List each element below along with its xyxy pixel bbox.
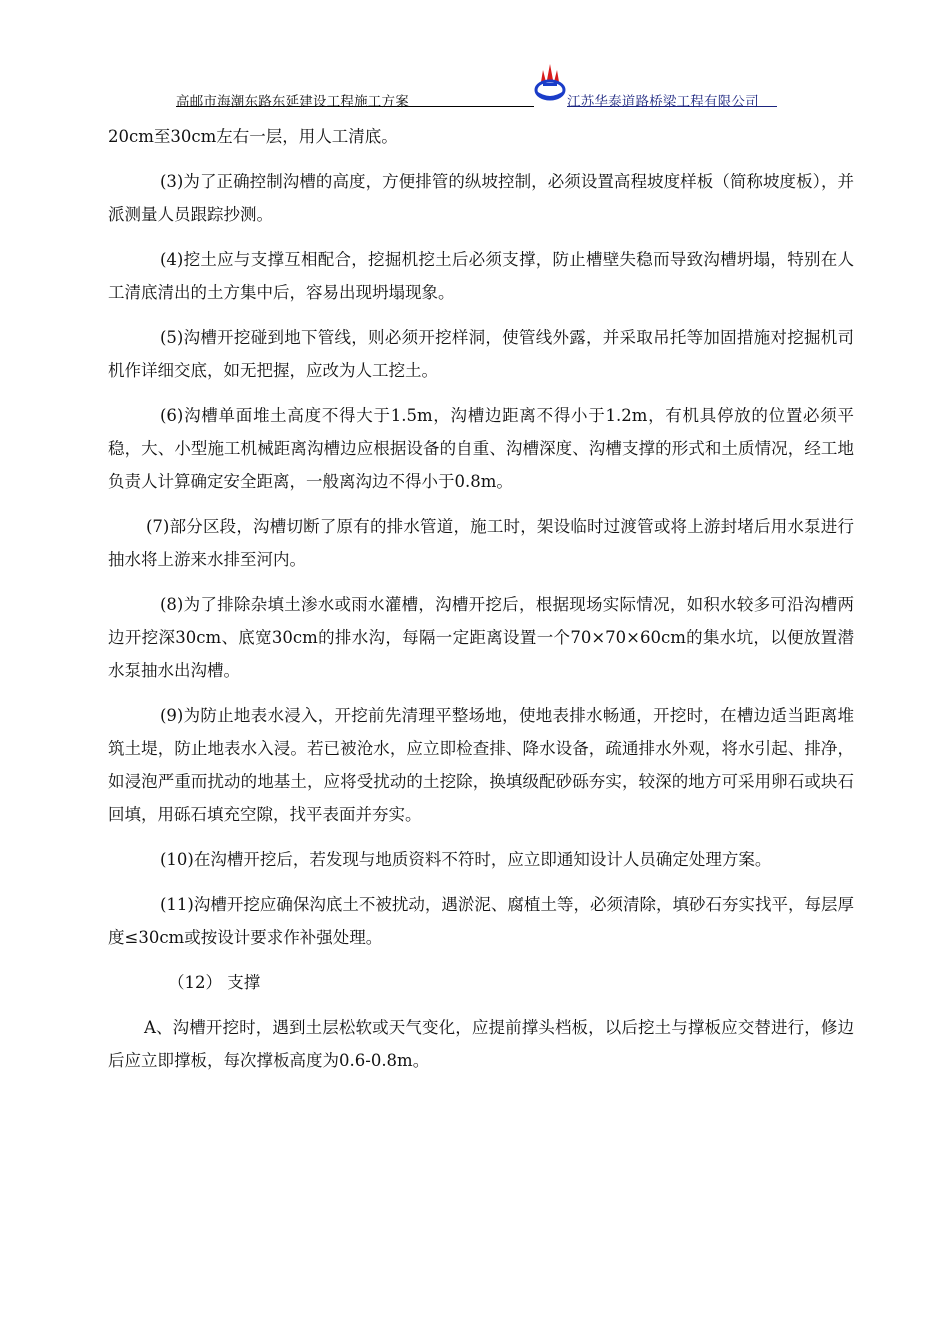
paragraph-item-11: (11)沟槽开挖应确保沟底土不被扰动，遇淤泥、腐植土等，必须清除，填砂石夯实找平，每层厚度≤30cm或按设计要求作补强处理。 (108, 895, 854, 947)
paragraph-item-9: (9)为防止地表水浸入，开挖前先清理平整场地，使地表排水畅通，开挖时，在槽边适当距离堆筑土堤，防止地表水入浸。若已被沧水，应立即检查排、降水设备，疏通排水外观，将水引起、排净，如浸泡严重而扰动的地基土，应将受扰动的土挖除，换填级配砂砾夯实，较深的地方可采用卵石或块石回填，用砾石填充空隙，找平表面并夯实。 (108, 706, 854, 824)
company-logo-icon (534, 62, 566, 108)
document-body (108, 120, 854, 1077)
paragraph-support-a: A、沟槽开挖时，遇到土层松软或天气变化，应提前撑头档板，以后挖土与撑板应交替进行，修边后应立即撑板，每次撑板高度为0.6-0.8m。 (108, 1018, 854, 1070)
paragraph-item-6: (6)沟槽单面堆土高度不得大于1.5m，沟槽边距离不得小于1.2m，有机具停放的位置必须平稳，大、小型施工机械距离沟槽边应根据设备的自重、沟槽深度、沟槽支撑的形式和土质情况，经工地负责人计算确定安全距离，一般离沟边不得小于0.8m。 (108, 406, 854, 491)
paragraph-item-8: (8)为了排除杂填土渗水或雨水灌槽，沟槽开挖后，根据现场实际情况，如积水较多可沿沟槽两边开挖深30cm、底宽30cm的排水沟，每隔一定距离设置一个70×70×60cm的集水坑，以便放置潜水泵抽水出沟槽。 (108, 595, 854, 680)
section-heading-support: （12） 支撑 (168, 973, 261, 992)
header-document-title: 高邮市海潮东路东延建设工程施工方案 (176, 94, 409, 110)
header-rule-right (567, 106, 777, 107)
paragraph-continued: 20cm至30cm左右一层，用人工清底。 (108, 127, 398, 146)
header-company-name: 江苏华泰道路桥梁工程有限公司 (567, 94, 759, 110)
paragraph-item-4: (4)挖土应与支撑互相配合，挖掘机挖土后必须支撑，防止槽壁失稳而导致沟槽坍塌，特别在人工清底清出的土方集中后，容易出现坍塌现象。 (108, 250, 854, 302)
paragraph-item-3: (3)为了正确控制沟槽的高度，方便排管的纵坡控制，必须设置高程坡度样板（简称坡度板），并派测量人员跟踪抄测。 (108, 172, 854, 224)
page-header (0, 62, 950, 112)
header-rule-left (176, 106, 534, 107)
paragraph-item-7: (7)部分区段，沟槽切断了原有的排水管道，施工时，架设临时过渡管或将上游封堵后用水泵进行抽水将上游来水排至河内。 (108, 517, 854, 569)
paragraph-item-10: (10)在沟槽开挖后，若发现与地质资料不符时，应立即通知设计人员确定处理方案。 (160, 850, 772, 869)
paragraph-item-5: (5)沟槽开挖碰到地下管线，则必须开挖样洞，使管线外露，并采取吊托等加固措施对挖掘机司机作详细交底，如无把握，应改为人工挖土。 (108, 328, 854, 380)
